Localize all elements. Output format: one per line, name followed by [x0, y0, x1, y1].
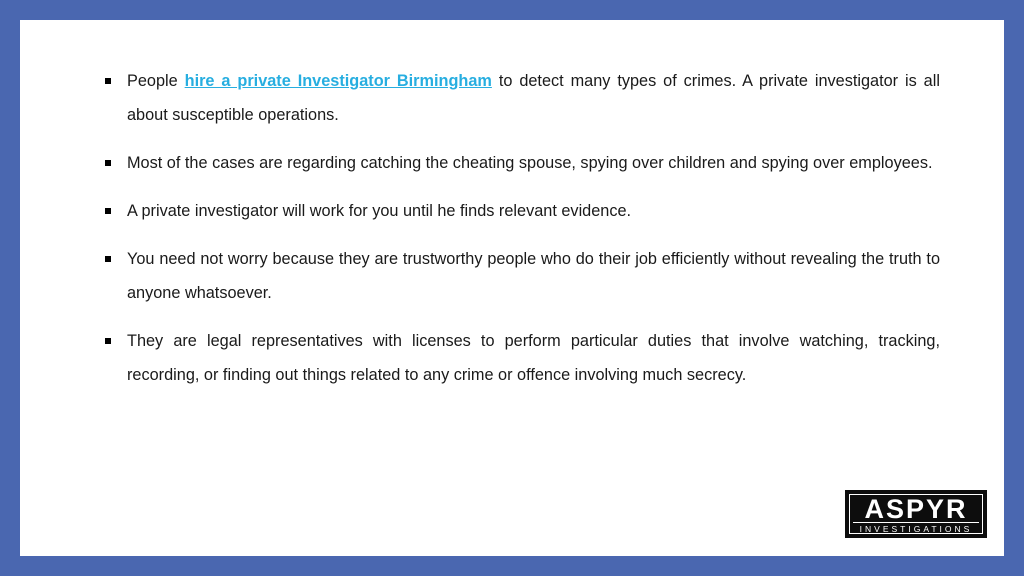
birmingham-investigator-link[interactable]: hire a private Investigator Birmingham: [184, 72, 492, 90]
square-bullet-icon: [105, 338, 111, 344]
bullet-item: [116, 64, 940, 132]
square-bullet-icon: [105, 78, 111, 84]
aspyr-logo: [845, 490, 987, 538]
logo-tagline: INVESTIGATIONS: [853, 522, 979, 535]
logo-wordmark: ASPYR: [864, 494, 968, 524]
bullet-text: A private investigator will work for you until he finds relevant evidence.: [127, 202, 632, 220]
square-bullet-icon: [105, 256, 111, 262]
square-bullet-icon: [105, 208, 111, 214]
bullet-text: Most of the cases are regarding catching the cheating spouse, spying over children and spying over employees.: [127, 154, 933, 172]
bullet-list: [116, 64, 940, 406]
logo-frame: [849, 494, 983, 534]
bullet-item: [116, 146, 940, 180]
bullet-text: They are legal representatives with licenses to perform particular duties that involve watching, tracking, recording, or finding out things related to any crime or offence involving much secrecy.: [127, 332, 940, 384]
square-bullet-icon: [105, 160, 111, 166]
bullet-text-prefix: People: [127, 72, 185, 90]
bullet-item: [116, 324, 940, 392]
slide: [20, 20, 1004, 556]
bullet-text-suffix: to detect many types of crimes. A private investigator is all about susceptible operations.: [127, 72, 940, 124]
bullet-text: You need not worry because they are trustworthy people who do their job efficiently without revealing the truth to anyone whatsoever.: [127, 250, 940, 302]
bullet-item: [116, 242, 940, 310]
bullet-item: [116, 194, 940, 228]
